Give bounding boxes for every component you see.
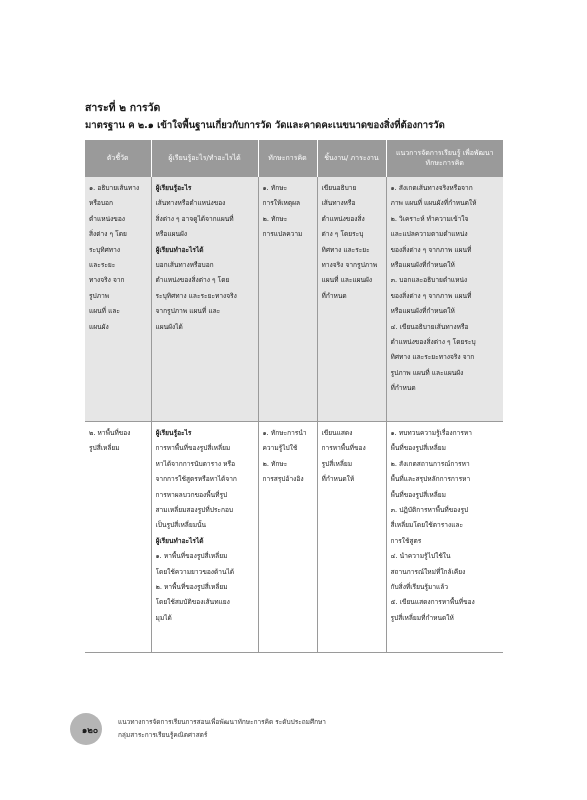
section-heading: สาระที่ ๒ การวัด — [85, 102, 161, 114]
header-approach: แนวการจัดการเรียนรู้ เพื่อพัฒนาทักษะการคิด — [386, 140, 503, 177]
learn-cell — [151, 177, 258, 422]
cell-line: ๒. หาพื้นที่ของ — [89, 429, 131, 437]
cell-line: ๑. สังเกตเส้นทางจริงหรือจาก — [390, 184, 473, 192]
cell-line: เส้นทางหรือ — [321, 199, 356, 208]
cell-line: ที่กำหนด — [390, 384, 416, 393]
cell-line: ๒. วิเคราะห์ ทำความเข้าใจ — [390, 214, 469, 223]
cell-line: รูปสี่เหลี่ยมที่กำหนดให้ — [390, 613, 454, 622]
cell-line: ๒. สังเกตสถานการณ์การหา — [390, 459, 470, 468]
header-tasks: ชิ้นงาน/ ภาระงาน — [317, 140, 386, 177]
cell-line: ตำแหน่งของสิ่ง — [321, 214, 365, 223]
cell-line: แผนผัง — [89, 322, 109, 331]
cell-line: ของสิ่งต่าง ๆ จากภาพ แผนที่ — [390, 245, 472, 254]
cell-line: ๑. อธิบายเส้นทาง — [89, 184, 140, 192]
cell-line: รูปภาพ แผนที่ และแผนผัง — [390, 368, 464, 377]
cell-line: ตำแหน่งของ — [89, 214, 125, 223]
indicator-cell — [85, 422, 151, 653]
tasks-cell — [317, 177, 386, 422]
learn-cell — [151, 422, 258, 653]
cell-line: หรือแผนผัง — [155, 230, 188, 239]
header-indicator: ตัวชี้วัด — [85, 140, 151, 177]
cell-line: ของสิ่งต่าง ๆ จากภาพ แผนที่ — [390, 291, 472, 300]
cell-line: สี่เหลี่ยมโดยใช้ตารางและ — [390, 521, 464, 530]
footer-subject: กลุ่มสาระการเรียนรู้คณิตศาสตร์ — [118, 731, 208, 739]
cell-line: ต่าง ๆ โดยระบุ — [321, 230, 364, 239]
table-row — [85, 177, 503, 422]
cell-line: เส้นทางหรือตำแหน่งของ — [155, 199, 226, 208]
cell-line: สิ่งต่าง ๆ โดย — [89, 230, 127, 239]
cell-line: ตำแหน่งของสิ่งต่าง ๆ โดย — [155, 276, 230, 285]
cell-line: โดยใช้ความยาวของด้านได้ — [155, 567, 235, 576]
cell-line: การแปลความ — [262, 230, 303, 239]
cell-line: ๔. เขียนอธิบายเส้นทางหรือ — [390, 322, 469, 331]
cell-line: ทางจริง จาก — [89, 276, 125, 285]
cell-line: ๕. เขียนแสดงการหาพื้นที่ของ — [390, 598, 475, 607]
cell-line: กับสิ่งที่เรียนรู้มาแล้ว — [390, 583, 449, 592]
cell-line: จากการใช้สูตรหรือหาได้จาก — [155, 475, 237, 484]
cell-line: ทิศทาง และระยะ — [321, 245, 370, 254]
approach-cell — [386, 422, 503, 653]
cell-line: ผู้เรียนรู้อะไร — [155, 184, 192, 192]
cell-line: ๒. ทักษะ — [262, 459, 288, 468]
cell-line: ๒. ทักษะ — [262, 214, 288, 223]
cell-line: การหาผลบวกของพื้นที่รูป — [155, 490, 228, 499]
cell-line: ๔. นำความรู้ไปใช้ใน — [390, 552, 451, 561]
cell-line: เป็นรูปสี่เหลี่ยมนั้น — [155, 521, 207, 530]
standard-subheading: มาตรฐาน ค ๒.๑ เข้าใจพื้นฐานเกี่ยวกับการวัด วัดและคาดคะเนขนาดของสิ่งที่ต้องการวัด — [85, 120, 445, 131]
tasks-cell — [317, 422, 386, 653]
cell-line: จากรูปภาพ แผนที่ และ — [155, 307, 221, 316]
cell-line: เขียนอธิบาย — [321, 184, 357, 192]
cell-line: ผู้เรียนทำอะไรได้ — [155, 245, 204, 254]
cell-line: ๑. ทบทวนความรู้เรื่องการหา — [390, 429, 472, 437]
cell-line: สถานการณ์ใหม่ที่ใกล้เคียง — [390, 567, 466, 576]
cell-line: ระบุทิศทาง และระยะทางจริง — [155, 291, 237, 300]
cell-line: รูปสี่เหลี่ยม — [321, 459, 353, 468]
cell-line: หาได้จากการนับตาราง หรือ — [155, 459, 236, 468]
cell-line: ทิศทาง และระยะทางจริง จาก — [390, 353, 475, 362]
page-number: ๑๒๐ — [81, 726, 99, 736]
cell-line: โดยใช้สมบัติของเส้นทแยง — [155, 598, 230, 607]
cell-line: การหาพื้นที่ของรูปสี่เหลี่ยม — [155, 444, 231, 453]
cell-line: ผู้เรียนรู้อะไร — [155, 429, 192, 437]
cell-line: สามเหลี่ยมสองรูปที่ประกอบ — [155, 506, 234, 515]
cell-line: เขียนแสดง — [321, 429, 353, 437]
learning-table — [85, 140, 503, 653]
cell-line: ที่กำหนดให้ — [321, 475, 355, 484]
cell-line: พื้นที่ของรูปสี่เหลี่ยม — [390, 444, 446, 453]
cell-line: ๑. ทักษะ — [262, 184, 288, 192]
cell-line: ๓. ปฏิบัติการหาพื้นที่ของรูป — [390, 506, 469, 515]
header-learn: ผู้เรียนรู้อะไร/ทำอะไรได้ — [151, 140, 258, 177]
indicator-cell — [85, 177, 151, 422]
cell-line: หรือแผนผังที่กำหนดให้ — [390, 261, 455, 270]
cell-line: หรือบอก — [89, 199, 113, 208]
cell-line: ผู้เรียนทำอะไรได้ — [155, 536, 204, 545]
cell-line: ๑. หาพื้นที่ของรูปสี่เหลี่ยม — [155, 552, 228, 561]
cell-line: ที่กำหนด — [321, 291, 347, 300]
cell-line: การหาพื้นที่ของ — [321, 444, 366, 453]
cell-line: หรือแผนผังที่กำหนดให้ — [390, 307, 455, 316]
table-header-row — [85, 140, 503, 177]
cell-line: และแปลความตามตำแหน่ง — [390, 230, 468, 239]
approach-cell — [386, 177, 503, 422]
skills-cell — [258, 177, 317, 422]
cell-line: ทางจริง จากรูปภาพ — [321, 261, 378, 270]
cell-line: ระบุทิศทาง — [89, 245, 121, 254]
cell-line: การสรุปอ้างอิง — [262, 475, 304, 484]
footer-title: แนวทางการจัดการเรียนการสอนเพื่อพัฒนาทักษะการคิด ระดับประถมศึกษา — [118, 718, 326, 726]
cell-line: บอกเส้นทางหรือบอก — [155, 261, 214, 270]
cell-line: แผนผังได้ — [155, 322, 183, 331]
cell-line: ตำแหน่งของสิ่งต่าง ๆ โดยระบุ — [390, 338, 476, 347]
cell-line: ๓. บอกและอธิบายตำแหน่ง — [390, 276, 468, 285]
cell-line: แผนที่ และแผนผัง — [321, 276, 373, 285]
cell-line: การให้เหตุผล — [262, 199, 301, 208]
skills-cell — [258, 422, 317, 653]
table-row — [85, 422, 503, 653]
header-skills: ทักษะการคิด — [258, 140, 317, 177]
cell-line: ๑. ทักษะการนำ — [262, 429, 307, 437]
cell-line: มุมได้ — [155, 613, 172, 622]
cell-line: รูปสี่เหลี่ยม — [89, 444, 120, 453]
cell-line: ๒. หาพื้นที่ของรูปสี่เหลี่ยม — [155, 583, 228, 592]
cell-line: การใช้สูตร — [390, 536, 422, 545]
cell-line: สิ่งต่าง ๆ อาจดูได้จากแผนที่ — [155, 214, 234, 223]
cell-line: รูปภาพ — [89, 291, 110, 300]
cell-line: พื้นที่และสรุปหลักการการหา — [390, 475, 471, 484]
cell-line: พื้นที่ของรูปสี่เหลี่ยม — [390, 490, 446, 499]
cell-line: และระยะ — [89, 261, 116, 270]
cell-line: ความรู้ไปใช้ — [262, 444, 298, 453]
cell-line: แผนที่ และ — [89, 307, 120, 316]
cell-line: ภาพ แผนที่ แผนผังที่กำหนดให้ — [390, 199, 477, 208]
